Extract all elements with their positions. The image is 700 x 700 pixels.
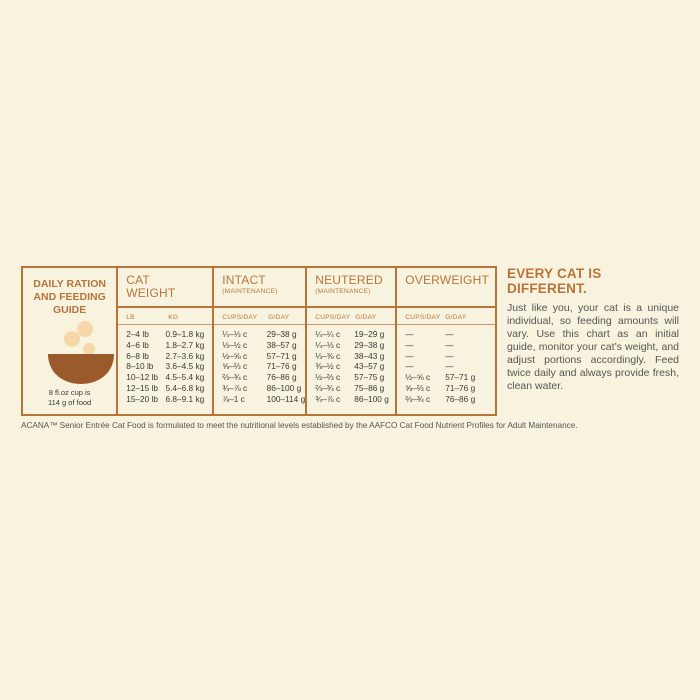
table-cell: 38–57 g	[266, 339, 297, 350]
intact-sub: (MAINTENANCE)	[222, 288, 278, 295]
table-row	[222, 394, 305, 405]
neutered-title: NEUTERED	[315, 273, 383, 287]
table-cell: 57–71 g	[266, 350, 297, 361]
table-cell: ⅝–⅔ c	[405, 382, 431, 393]
table-cell: —	[445, 339, 454, 350]
table-cell: 4.5–5.4 kg	[165, 372, 205, 383]
table-cell: ⅓–⅜ c	[315, 350, 341, 361]
table-row	[222, 329, 305, 340]
table-cell: 15–20 lb	[126, 393, 159, 404]
table-row	[315, 394, 395, 405]
footer-disclaimer: ACANA™ Senior Entrée Cat Food is formulated to meet the nutritional levels established by the AAFCO Cat Food Nutrient Profiles for Adult Maintenance.	[21, 421, 578, 430]
table-cell: 38–43 g	[354, 350, 385, 361]
unit-grams: G/DAY	[355, 314, 377, 321]
table-cell: 75–86 g	[354, 382, 385, 393]
table-cell: ¼–⅓ c	[315, 339, 341, 350]
table-cell: —	[445, 329, 454, 339]
kibble-icon	[77, 321, 93, 337]
table-cell: 19–29 g	[354, 329, 385, 339]
table-cell: ⅔–¾ c	[405, 393, 431, 404]
info-section	[507, 266, 679, 393]
kibble-icon	[64, 331, 80, 347]
table-row	[126, 351, 212, 362]
table-row	[126, 340, 212, 351]
table-cell: 29–38 g	[266, 329, 297, 339]
table-row	[222, 383, 305, 394]
table-cell: 29–38 g	[354, 339, 385, 350]
table-cell: ⅜–½ c	[315, 361, 341, 372]
table-row	[315, 383, 395, 394]
overweight-column	[397, 268, 495, 414]
table-row	[315, 340, 395, 351]
table-cell: ½–⅔ c	[315, 372, 341, 383]
table-row	[315, 329, 395, 340]
table-cell: ¼–¼ c	[315, 329, 341, 339]
table-cell: 4–6 lb	[126, 339, 149, 350]
table-cell: 43–57 g	[354, 361, 385, 372]
unit-cups: CUPS/DAY	[315, 314, 351, 321]
table-cell: —	[405, 350, 414, 361]
table-cell: 57–71 g	[445, 372, 476, 383]
weight-title: CAT WEIGHT	[126, 273, 176, 300]
kibble-icon	[83, 343, 95, 355]
table-cell: 1.8–2.7 kg	[165, 339, 205, 350]
unit-lb: LB	[126, 314, 135, 321]
table-row	[315, 351, 395, 362]
table-row	[222, 340, 305, 351]
table-row	[126, 329, 212, 340]
table-cell: 8–10 lb	[126, 361, 154, 372]
table-cell: —	[445, 350, 454, 361]
table-cell: 57–75 g	[354, 372, 385, 383]
table-cell: ¾–⅞ c	[222, 382, 248, 393]
table-row	[405, 351, 495, 362]
guide-column	[23, 268, 118, 414]
unit-grams: G/DAY	[268, 314, 290, 321]
table-cell: 71–76 g	[445, 382, 476, 393]
table-cell: —	[405, 361, 414, 372]
table-cell: 6.8–9.1 kg	[165, 393, 205, 404]
table-cell: ½–⅝ c	[222, 350, 248, 361]
table-cell: ¼–⅓ c	[222, 329, 248, 339]
table-cell: 10–12 lb	[126, 372, 159, 383]
table-cell: 86–100 g	[266, 382, 302, 393]
table-row	[405, 394, 495, 405]
neutered-column	[307, 268, 397, 414]
table-cell: ½–⅝ c	[405, 372, 431, 383]
table-cell: ⅝–⅔ c	[222, 361, 248, 372]
unit-cups: CUPS/DAY	[222, 314, 258, 321]
table-row	[315, 361, 395, 372]
table-row	[222, 372, 305, 383]
table-row	[126, 394, 212, 405]
table-row	[126, 383, 212, 394]
table-row	[126, 372, 212, 383]
table-cell: 76–86 g	[445, 393, 476, 404]
overweight-title: OVERWEIGHT	[405, 273, 489, 287]
table-cell: ⅔–¾ c	[315, 382, 341, 393]
food-bowl-icon	[45, 318, 117, 388]
table-cell: —	[445, 361, 454, 372]
table-row	[222, 361, 305, 372]
info-heading: EVERY CAT IS DIFFERENT.	[507, 266, 602, 296]
table-row	[315, 372, 395, 383]
table-cell: —	[405, 329, 414, 339]
table-cell: —	[405, 339, 414, 350]
table-cell: 12–15 lb	[126, 382, 159, 393]
intact-title: INTACT	[222, 273, 266, 287]
table-cell: 0.9–1.8 kg	[165, 329, 205, 339]
table-cell: 71–76 g	[266, 361, 297, 372]
table-row	[405, 372, 495, 383]
table-row	[405, 329, 495, 340]
table-cell: 76–86 g	[266, 372, 297, 383]
table-cell: 6–8 lb	[126, 350, 149, 361]
table-cell: 2.7–3.6 kg	[165, 350, 205, 361]
unit-grams: G/DAY	[445, 314, 467, 321]
weight-column	[118, 268, 214, 414]
table-cell: ⅓–½ c	[222, 339, 248, 350]
table-cell: 3.6–4.5 kg	[165, 361, 205, 372]
table-cell: ¾–⅞ c	[315, 393, 341, 404]
table-cell: 86–100 g	[354, 393, 389, 404]
unit-kg: KG	[168, 314, 179, 321]
bowl-shape	[48, 354, 114, 384]
table-row	[405, 383, 495, 394]
info-body: Just like you, your cat is a unique individual, so feeding amounts will vary. Use this chart as an initial guide, monitor your cat’s weight, and adjust portions accordingly. Feed twice daily and always provide fresh, clean water.	[507, 302, 679, 392]
table-row	[405, 361, 495, 372]
unit-cups: CUPS/DAY	[405, 314, 441, 321]
table-cell: 2–4 lb	[126, 329, 149, 339]
table-cell: 5.4–6.8 kg	[165, 382, 205, 393]
table-cell: ⅞–1 c	[222, 393, 245, 404]
cup-note: 8 fl.oz cup is 114 g of food	[47, 388, 92, 407]
feeding-guide-table	[21, 266, 497, 416]
table-cell: 100–114 g	[266, 393, 306, 404]
table-row	[222, 351, 305, 362]
table-row	[405, 340, 495, 351]
neutered-sub: (MAINTENANCE)	[315, 288, 371, 295]
intact-column	[214, 268, 307, 414]
table-row	[126, 361, 212, 372]
table-cell: ⅔–¾ c	[222, 372, 248, 383]
guide-title: DAILY RATION AND FEEDING GUIDE	[33, 278, 106, 316]
